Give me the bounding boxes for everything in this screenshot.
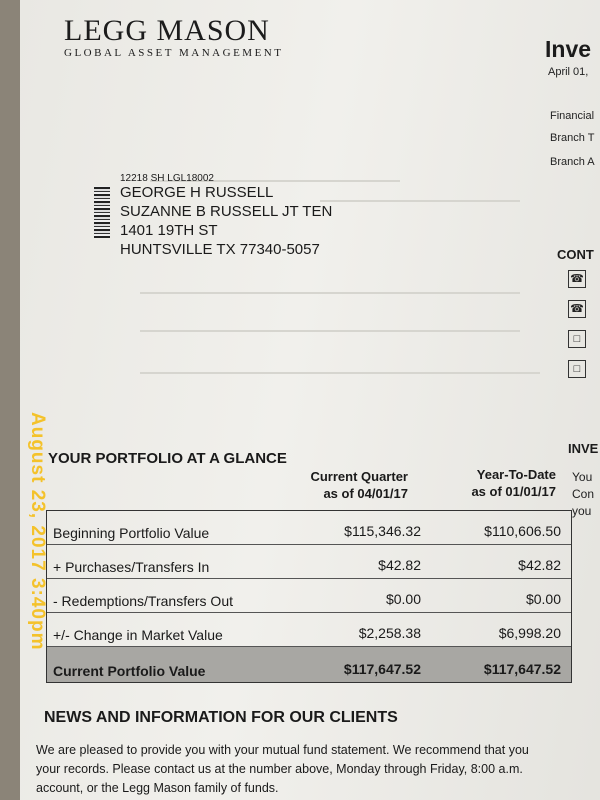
computer-icon: □: [568, 360, 586, 378]
investment-text: you: [572, 504, 592, 518]
computer-icon: □: [568, 330, 586, 348]
table-row: [47, 511, 571, 545]
financial-label: Financial: [550, 110, 595, 122]
address-line: HUNTSVILLE TX 77340-5057: [120, 241, 320, 258]
address-line: SUZANNE B RUSSELL JT TEN: [120, 203, 333, 220]
investment-text: You: [572, 470, 593, 484]
branch-address-label: Branch A: [550, 156, 595, 168]
table-row: [47, 613, 571, 647]
news-text: account, or the Legg Mason family of funds.: [36, 781, 279, 795]
current-value: $115,346.32: [344, 523, 421, 539]
photo-timestamp: August 23, 2017 3:40pm: [27, 412, 48, 651]
total-row: [47, 647, 571, 682]
row-label: Beginning Portfolio Value: [53, 525, 210, 541]
current-quarter-title: Current Quarter: [310, 469, 408, 484]
statement-title: Inve: [545, 36, 592, 62]
current-value: $117,647.52: [343, 661, 421, 677]
portfolio-table: [46, 510, 572, 683]
ytd-header: [396, 466, 556, 500]
current-value: $0.00: [385, 591, 421, 607]
row-label: - Redemptions/Transfers Out: [53, 593, 233, 609]
statement-page: [20, 0, 600, 800]
brand-tagline: GLOBAL ASSET MANAGEMENT: [64, 47, 284, 59]
contact-heading: CONT: [557, 247, 594, 262]
news-heading: NEWS AND INFORMATION FOR OUR CLIENTS: [44, 709, 398, 726]
ytd-title: Year-To-Date: [476, 467, 556, 482]
ytd-value: $0.00: [525, 591, 561, 607]
investment-text: Con: [572, 487, 595, 501]
branch-label: Branch T: [550, 132, 595, 144]
ytd-date: as of 01/01/17: [471, 484, 556, 499]
current-quarter-header: [248, 468, 408, 502]
current-value: $2,258.38: [358, 625, 421, 641]
table-row: [47, 579, 571, 613]
mailing-code: 12218 SH LGL18002: [120, 173, 214, 184]
current-value: $42.82: [378, 557, 421, 573]
news-text: We are pleased to provide you with your mutual fund statement. We recommend that you: [36, 743, 529, 757]
ytd-value: $6,998.20: [498, 625, 561, 641]
brand-logo: LEGG MASON: [64, 14, 270, 47]
phone-icon: ☎: [568, 300, 586, 318]
statement-date: April 01,: [548, 66, 589, 78]
row-label: Current Portfolio Value: [53, 663, 206, 679]
row-label: + Purchases/Transfers In: [53, 559, 210, 575]
mail-barcode: [94, 186, 110, 238]
address-line: GEORGE H RUSSELL: [120, 184, 274, 201]
investment-heading: INVE: [568, 441, 599, 456]
row-label: +/- Change in Market Value: [53, 627, 223, 643]
ytd-value: $117,647.52: [483, 661, 561, 677]
table-row: [47, 545, 571, 579]
news-text: your records. Please contact us at the number above, Monday through Friday, 8:00 a.m.: [36, 762, 523, 776]
current-quarter-date: as of 04/01/17: [323, 486, 408, 501]
ytd-value: $42.82: [518, 557, 561, 573]
portfolio-heading: YOUR PORTFOLIO AT A GLANCE: [48, 450, 287, 467]
ytd-value: $110,606.50: [484, 523, 561, 539]
phone-icon: ☎: [568, 270, 586, 288]
address-line: 1401 19TH ST: [120, 222, 218, 239]
